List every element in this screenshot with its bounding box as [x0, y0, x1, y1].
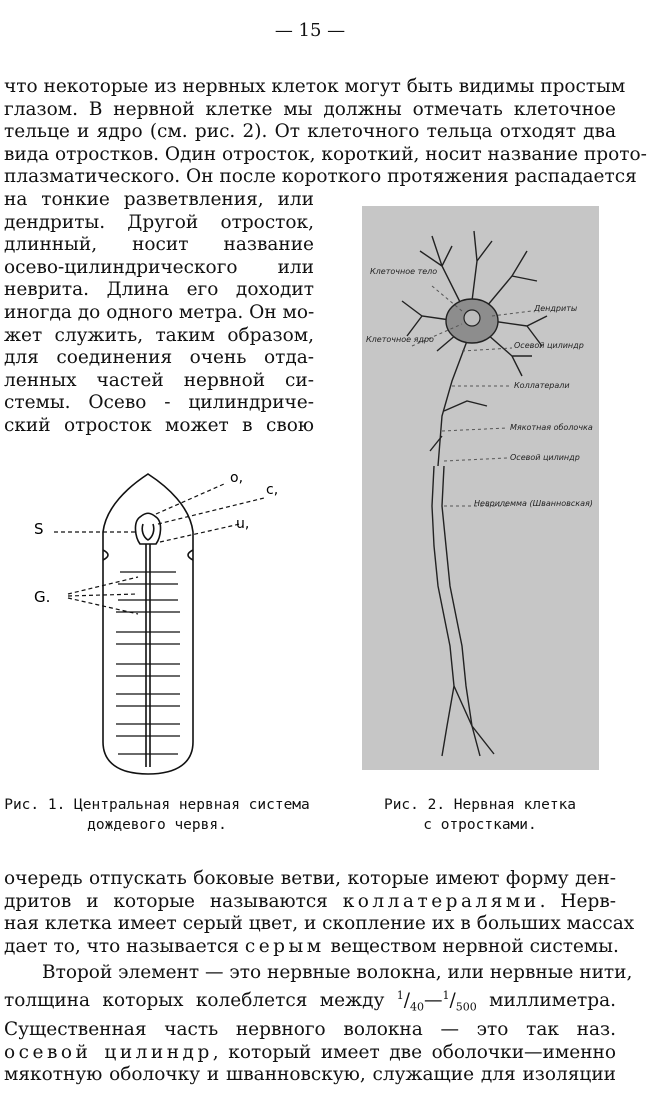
figure-2-nerve-cell: [362, 206, 599, 770]
caption-line: дождевого червя.: [87, 817, 227, 833]
text-line: осевой цилиндр, который имеет две оболочки—именно: [4, 1041, 616, 1063]
text-line: мякотную оболочку и шванновскую, служащие для изоляции: [4, 1064, 616, 1086]
text-line: ленных частей нервной си-: [4, 369, 314, 391]
label-dendrites: Дендриты: [534, 304, 578, 313]
fraction-1-40: $^1/_{40}$: [396, 988, 424, 1014]
figure-1-caption: [0, 795, 314, 835]
text-line: ная клетка имеет серый цвет, и скопление их в больших массах: [4, 913, 635, 935]
label-g: G.: [34, 588, 51, 606]
text-line: ский отросток может в свою: [4, 414, 314, 436]
text-line: Существенная часть нервного волокна — это так наз.: [4, 1019, 616, 1041]
label-u: u,: [236, 516, 250, 532]
text-line: дритов и которые называются коллатералями. Нерв-: [4, 890, 616, 912]
caption-line: с отростками.: [423, 817, 537, 833]
text-line: на тонкие разветвления, или: [4, 189, 314, 210]
label-axis-cylinder: Осевой цилиндр: [510, 453, 580, 462]
bottom-paragraph-1: [4, 868, 635, 958]
emphasis-collaterals: коллатералями: [342, 890, 540, 912]
figure-2-caption: [340, 795, 620, 835]
top-paragraph: [4, 76, 647, 189]
text-line: дендриты. Другой отросток,: [4, 211, 314, 233]
narrow-column-text: [4, 189, 314, 438]
label-nucleus: Клеточное ядро: [366, 335, 434, 344]
label-c: c,: [266, 482, 279, 498]
text-line: что некоторые из нервных клеток могут быть видимы простым: [4, 76, 626, 97]
text-line: иногда до одного метра. Он мо-: [4, 301, 315, 323]
page-number: — 15 —: [274, 20, 346, 41]
text-line: стемы. Осево - цилиндриче-: [4, 392, 314, 414]
label-o: o,: [230, 470, 244, 486]
label-neurilemma: Неврилемма (Шванновская): [474, 499, 593, 508]
text-line: вида отростков. Один отросток, короткий, носит название прото-: [4, 143, 647, 165]
label-cell-body: Клеточное тело: [370, 267, 438, 276]
text-line: глазом. В нервной клетке мы должны отмечать клеточное: [4, 98, 616, 120]
text-line: жет служить, таким образом,: [4, 324, 314, 346]
emphasis-axis-cylinder: осевой цилиндр: [4, 1041, 213, 1063]
emphasis-gray: серым: [244, 935, 325, 957]
bottom-paragraph-2: [4, 962, 633, 1087]
cell-nucleus: [464, 310, 480, 326]
text-line: очередь отпускать боковые ветви, которые имеют форму ден-: [4, 868, 616, 889]
text-line: длинный, носит название: [4, 234, 314, 256]
label-myelin: Мякотная оболочка: [510, 423, 593, 432]
text-line: осево-цилиндрического или: [4, 256, 314, 278]
text-line: дает то, что называется серым веществом нервной системы.: [4, 935, 619, 957]
text-line: Второй элемент — это нервные волокна, или нервные нити,: [42, 962, 633, 983]
text-line: тельце и ядро (см. рис. 2). От клеточного тельца отходят два: [4, 121, 616, 143]
label-s: S: [34, 520, 44, 538]
label-axon-hillock: Осевой цилиндр: [514, 341, 584, 350]
nerve-cell-drawing: [362, 206, 599, 770]
text-line: толщина которых колеблется между $^1/_{40}—^1/_{500}$ миллиметра.: [4, 988, 616, 1014]
figure-1-worm-diagram: [28, 462, 279, 782]
text-line: плазматического. Он после короткого протяжения распадается: [4, 166, 637, 188]
text-line: для соединения очень отда-: [4, 347, 314, 369]
text-line: неврита. Длина его доходит: [4, 279, 314, 301]
fraction-1-500: $^1/_{500}$: [442, 988, 477, 1014]
label-collaterals: Коллатерали: [514, 381, 570, 390]
caption-line: Рис. 2. Нервная клетка: [383, 797, 577, 813]
caption-line: Рис. 1. Центральная нервная система: [4, 797, 310, 813]
